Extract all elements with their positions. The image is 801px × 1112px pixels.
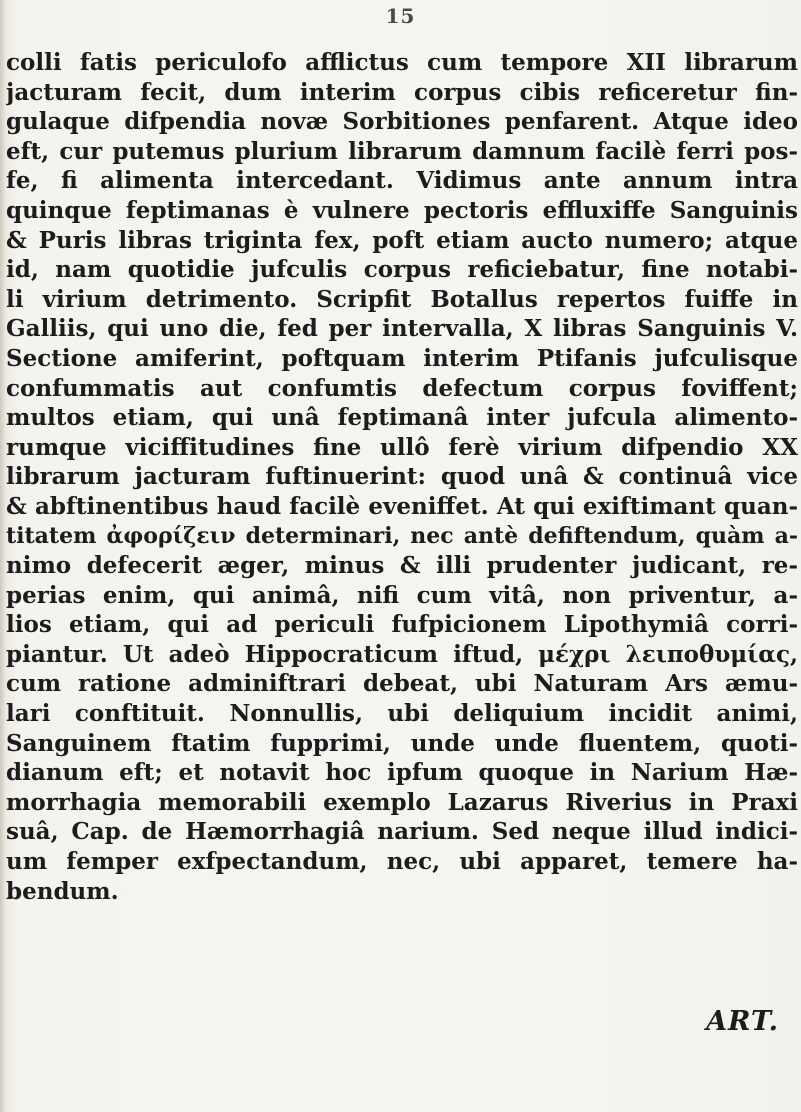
- text-line: colli fatis periculofo afflictus cum tempore XII librarum: [6, 49, 798, 76]
- text-line: perias enim, qui animâ, nifi cum vitâ, non priventur, a-: [6, 581, 798, 609]
- text-line: rumque viciffitudines fine ullô ferè virium difpendio XX: [6, 433, 798, 461]
- text-line: titatem ἀφορίζειν determinari, nec antè defiftendum, quàm a-: [6, 522, 798, 549]
- text-line: multos etiam, qui unâ feptimanâ inter jufcula alimento-: [6, 404, 798, 432]
- text-line: quinque feptimanas è vulnere pectoris effluxiffe Sanguinis: [6, 196, 798, 224]
- text-line: bendum.: [6, 877, 119, 905]
- catchword: ART.: [706, 1006, 779, 1037]
- text-line: fe, fi alimenta intercedant. Vidimus ante annum intra: [6, 167, 798, 195]
- text-line: morrhagia memorabili exemplo Lazarus Riverius in Praxi: [6, 788, 798, 816]
- page-number: 15: [385, 4, 416, 28]
- text-line: suâ, Cap. de Hæmorrhagiâ narium. Sed neque illud indici-: [6, 818, 798, 846]
- text-line: gulaque difpendia novæ Sorbitiones penfarent. Atque ideo: [6, 108, 798, 136]
- text-line: & Puris libras triginta fex, poft etiam aucto numero; atque: [6, 226, 798, 254]
- text-line: confummatis aut confumtis defectum corpus foviffent;: [6, 374, 798, 402]
- text-line: & abftinentibus haud facilè eveniffet. At qui exiftimant quan-: [6, 492, 798, 520]
- text-line: Galliis, qui uno die, fed per intervalla, X libras Sanguinis V.: [6, 315, 798, 343]
- text-line: Sectione amiferint, poftquam interim Ptifanis jufculisque: [6, 344, 798, 372]
- text-line: lios etiam, qui ad periculi fufpicionem Lipothymiâ corri-: [6, 611, 798, 639]
- body-text: [6, 48, 798, 906]
- text-line: eft, cur putemus plurium librarum damnum facilè ferri pos-: [6, 137, 798, 165]
- text-line: id, nam quotidie jufculis corpus reficiebatur, fine notabi-: [6, 256, 798, 284]
- text-line: lari conftituit. Nonnullis, ubi deliquium incidit animi,: [6, 700, 798, 728]
- text-line: librarum jacturam fuftinuerint: quod unâ & continuâ vice: [6, 463, 798, 491]
- text-line: li virium detrimento. Scripfit Botallus repertos fuiffe in: [6, 285, 798, 313]
- text-line: nimo defecerit æger, minus & illi prudenter judicant, re-: [6, 552, 798, 580]
- text-line: Sanguinem ftatim fupprimi, unde unde fluentem, quoti-: [6, 729, 798, 757]
- text-line: um femper exfpectandum, nec, ubi apparet, temere ha-: [6, 848, 798, 876]
- text-line: piantur. Ut adeò Hippocraticum iftud, μέχρι λειποθυμίας,: [6, 640, 798, 668]
- text-line: dianum eft; et notavit hoc ipfum quoque in Narium Hæ-: [6, 759, 798, 787]
- text-line: cum ratione adminiftrari debeat, ubi Naturam Ars æmu-: [6, 670, 798, 698]
- text-line: jacturam fecit, dum interim corpus cibis reficeretur fin-: [6, 78, 798, 106]
